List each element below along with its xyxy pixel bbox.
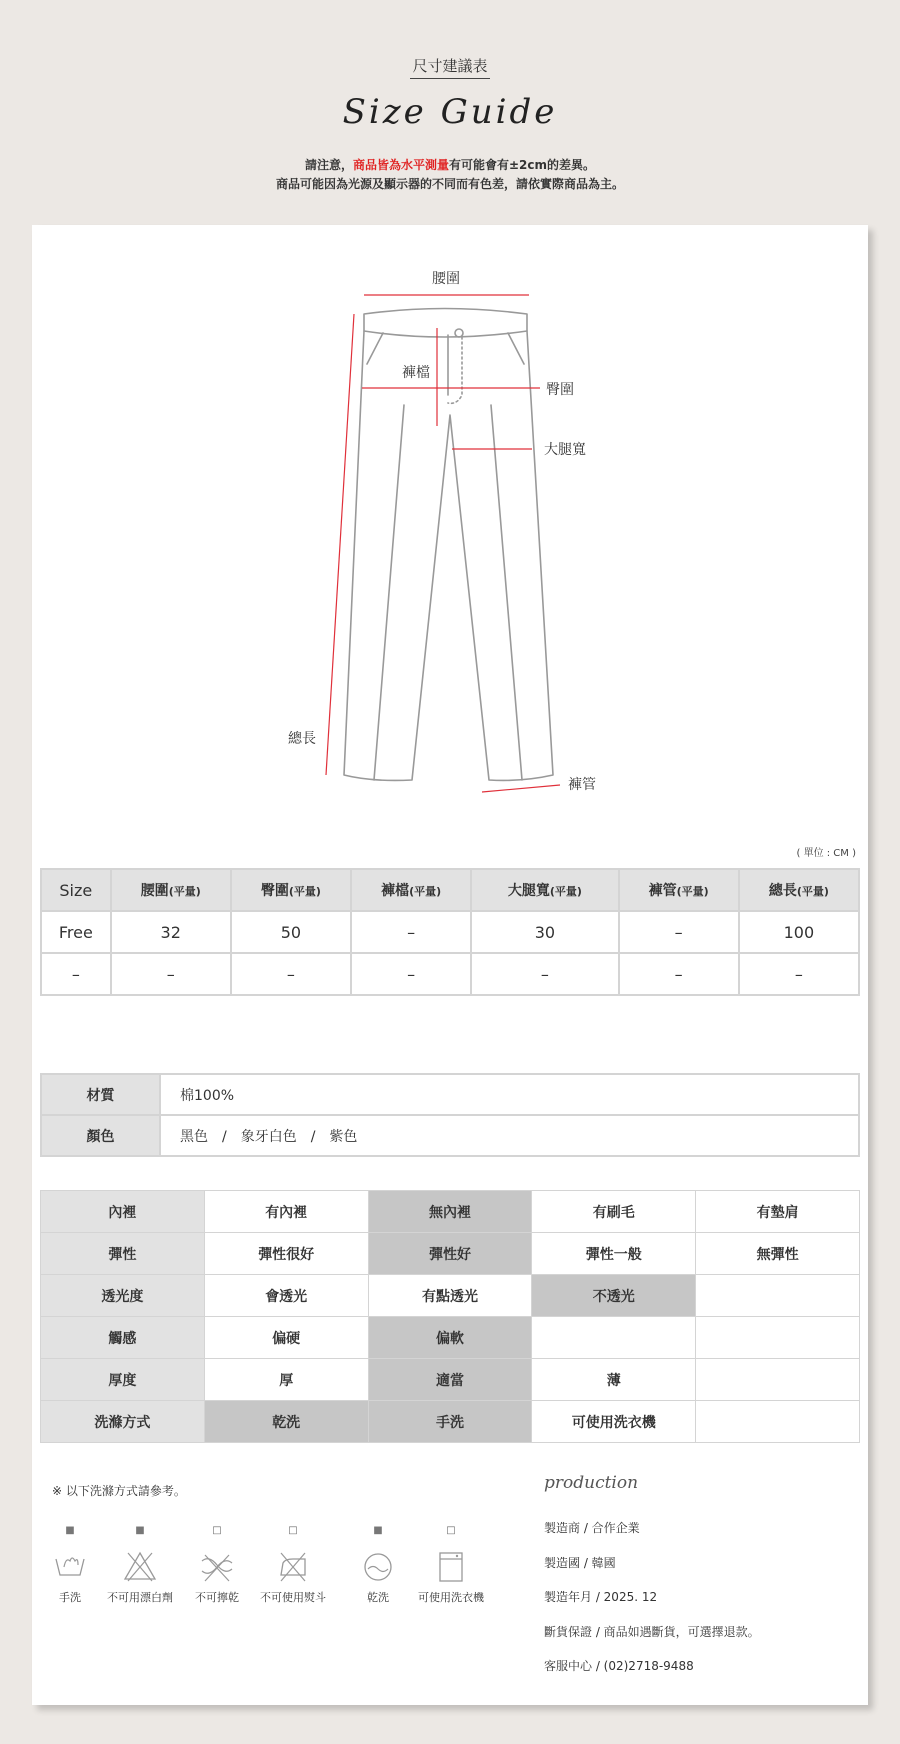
- header-main: 總長: [768, 883, 797, 899]
- size-table-header: [41, 869, 859, 911]
- size-header-cell: [471, 869, 618, 911]
- header-sub: (平量): [288, 885, 321, 898]
- size-cell: –: [619, 953, 739, 995]
- attribute-option: [696, 1317, 860, 1359]
- attribute-row: [41, 1401, 860, 1443]
- attribute-row: [41, 1275, 860, 1317]
- care-label: 乾洗: [367, 1591, 389, 1604]
- size-header-cell: [231, 869, 351, 911]
- size-cell: 100: [739, 911, 859, 953]
- unchecked-box-icon: □: [212, 1525, 222, 1536]
- note-suffix: 有可能會有±2cm的差異。: [449, 158, 596, 172]
- attribute-label: 觸感: [41, 1317, 205, 1359]
- unchecked-box-icon: □: [288, 1525, 298, 1536]
- attribute-label: 洗滌方式: [41, 1401, 205, 1443]
- no-bleach-icon: [122, 1549, 158, 1585]
- note-highlight: 商品皆為水平測量: [352, 158, 449, 172]
- size-cell: 30: [471, 911, 618, 953]
- material-row: [41, 1074, 859, 1115]
- length-label: 總長: [288, 731, 316, 747]
- care-label: 可使用洗衣機: [418, 1591, 484, 1604]
- care-label: 不可擰乾: [195, 1591, 239, 1604]
- care-item: [338, 1523, 418, 1605]
- note-prefix: 請注意，: [304, 158, 353, 172]
- fabric-attributes-table: [40, 1190, 860, 1443]
- attribute-option: [696, 1401, 860, 1443]
- care-note: ※ 以下洗滌方式請參考。: [52, 1484, 186, 1498]
- size-guide-card: [32, 225, 868, 1705]
- color-label: 顏色: [41, 1115, 160, 1156]
- header-sub: (平量): [676, 885, 709, 898]
- size-cell: –: [231, 953, 351, 995]
- length-line: [326, 314, 354, 775]
- attribute-row: [41, 1317, 860, 1359]
- header-main: 臀圍: [260, 883, 289, 899]
- header-sub: (平量): [796, 885, 829, 898]
- color-row: [41, 1115, 859, 1156]
- size-header-cell: [351, 869, 471, 911]
- size-cell: 50: [231, 911, 351, 953]
- unit-note: ( 單位 : CM ): [796, 848, 856, 859]
- care-label: 不可用漂白劑: [107, 1591, 173, 1604]
- attribute-option: 有墊肩: [696, 1191, 860, 1233]
- size-table: [40, 868, 860, 996]
- size-cell: –: [351, 911, 471, 953]
- no-iron-icon: [275, 1549, 311, 1585]
- size-cell: –: [619, 911, 739, 953]
- attribute-option-selected: 乾洗: [204, 1401, 368, 1443]
- size-cell: –: [471, 953, 618, 995]
- size-cell: –: [41, 953, 111, 995]
- hem-label: 褲管: [568, 777, 596, 793]
- attribute-option-selected: 不透光: [532, 1275, 696, 1317]
- attribute-label: 彈性: [41, 1233, 205, 1275]
- attribute-option: 無彈性: [696, 1233, 860, 1275]
- hem-line: [482, 785, 560, 792]
- size-header-cell: [739, 869, 859, 911]
- size-cell: –: [111, 953, 231, 995]
- size-header-cell: [41, 869, 111, 911]
- hip-label: 臀圍: [546, 382, 574, 398]
- care-item: [30, 1523, 110, 1605]
- size-cell: –: [739, 953, 859, 995]
- thigh-label: 大腿寬: [544, 442, 586, 458]
- header-main: 大腿寬: [507, 883, 550, 899]
- color-value: 黑色 / 象牙白色 / 紫色: [160, 1115, 859, 1156]
- attribute-row: [41, 1191, 860, 1233]
- washing-machine-icon: [433, 1549, 469, 1585]
- attribute-option: 會透光: [204, 1275, 368, 1317]
- care-label: 不可使用熨斗: [260, 1591, 326, 1604]
- rise-label: 褲檔: [402, 365, 430, 381]
- attribute-option-selected: 無內裡: [368, 1191, 532, 1233]
- size-cell: –: [351, 953, 471, 995]
- header-main: 褲檔: [381, 883, 410, 899]
- pants-diagram: [32, 225, 868, 865]
- header-main: Size: [59, 880, 93, 900]
- care-item: [177, 1523, 257, 1605]
- production-line: 製造國 / 韓國: [544, 1556, 616, 1570]
- attribute-option-selected: 彈性好: [368, 1233, 532, 1275]
- attribute-option-selected: 偏軟: [368, 1317, 532, 1359]
- attribute-option: [696, 1359, 860, 1401]
- attribute-label: 透光度: [41, 1275, 205, 1317]
- material-label: 材質: [41, 1074, 160, 1115]
- production-line: 製造商 / 合作企業: [544, 1521, 640, 1535]
- attribute-option: 彈性一般: [532, 1233, 696, 1275]
- header-sub: (平量): [549, 885, 582, 898]
- production-line: 斷貨保證 / 商品如遇斷貨，可選擇退款。: [544, 1625, 760, 1639]
- care-item: [100, 1523, 180, 1605]
- size-header-cell: [619, 869, 739, 911]
- size-cell: Free: [41, 911, 111, 953]
- care-item: [411, 1523, 491, 1605]
- care-label: 手洗: [59, 1591, 81, 1604]
- attribute-option: 有刷毛: [532, 1191, 696, 1233]
- attribute-option: [696, 1275, 860, 1317]
- material-value: 棉100%: [160, 1074, 859, 1115]
- production-title: production: [544, 1473, 639, 1493]
- color-note: 商品可能因為光源及顯示器的不同而有色差，請依實際商品為主。: [275, 177, 624, 191]
- attribute-label: 厚度: [41, 1359, 205, 1401]
- size-row: [41, 953, 859, 995]
- page-title: Size Guide: [342, 92, 558, 132]
- attribute-option-selected: 適當: [368, 1359, 532, 1401]
- attribute-row: [41, 1359, 860, 1401]
- attribute-option: 厚: [204, 1359, 368, 1401]
- attribute-option: 薄: [532, 1359, 696, 1401]
- no-wring-icon: [199, 1549, 235, 1585]
- kicker-title: 尺寸建議表: [410, 57, 489, 79]
- attribute-option: [532, 1317, 696, 1359]
- checked-box-icon: ■: [135, 1525, 145, 1536]
- header-main: 褲管: [648, 883, 677, 899]
- production-line: 製造年月 / 2025. 12: [544, 1590, 658, 1604]
- care-item: [253, 1523, 333, 1605]
- size-cell: 32: [111, 911, 231, 953]
- size-header-cell: [111, 869, 231, 911]
- header-main: 腰圍: [140, 883, 169, 899]
- header: [0, 0, 900, 220]
- header-sub: (平量): [168, 885, 201, 898]
- checked-box-icon: ■: [65, 1525, 75, 1536]
- size-row: [41, 911, 859, 953]
- checked-box-icon: ■: [373, 1525, 383, 1536]
- material-table: [40, 1073, 860, 1157]
- waistband-outline: [364, 309, 527, 338]
- attribute-option: 可使用洗衣機: [532, 1401, 696, 1443]
- attribute-option: 偏硬: [204, 1317, 368, 1359]
- attribute-row: [41, 1233, 860, 1275]
- attribute-option: 彈性很好: [204, 1233, 368, 1275]
- dry-clean-icon: [360, 1549, 396, 1585]
- unchecked-box-icon: □: [446, 1525, 456, 1536]
- hand-wash-icon: [52, 1549, 88, 1585]
- measurement-note: [0, 156, 900, 173]
- attribute-option-selected: 手洗: [368, 1401, 532, 1443]
- attribute-label: 內裡: [41, 1191, 205, 1233]
- production-line: 客服中心 / (02)2718-9488: [544, 1659, 694, 1673]
- attribute-option: 有內裡: [204, 1191, 368, 1233]
- header-sub: (平量): [409, 885, 442, 898]
- waist-label: 腰圍: [432, 271, 460, 287]
- attribute-option: 有點透光: [368, 1275, 532, 1317]
